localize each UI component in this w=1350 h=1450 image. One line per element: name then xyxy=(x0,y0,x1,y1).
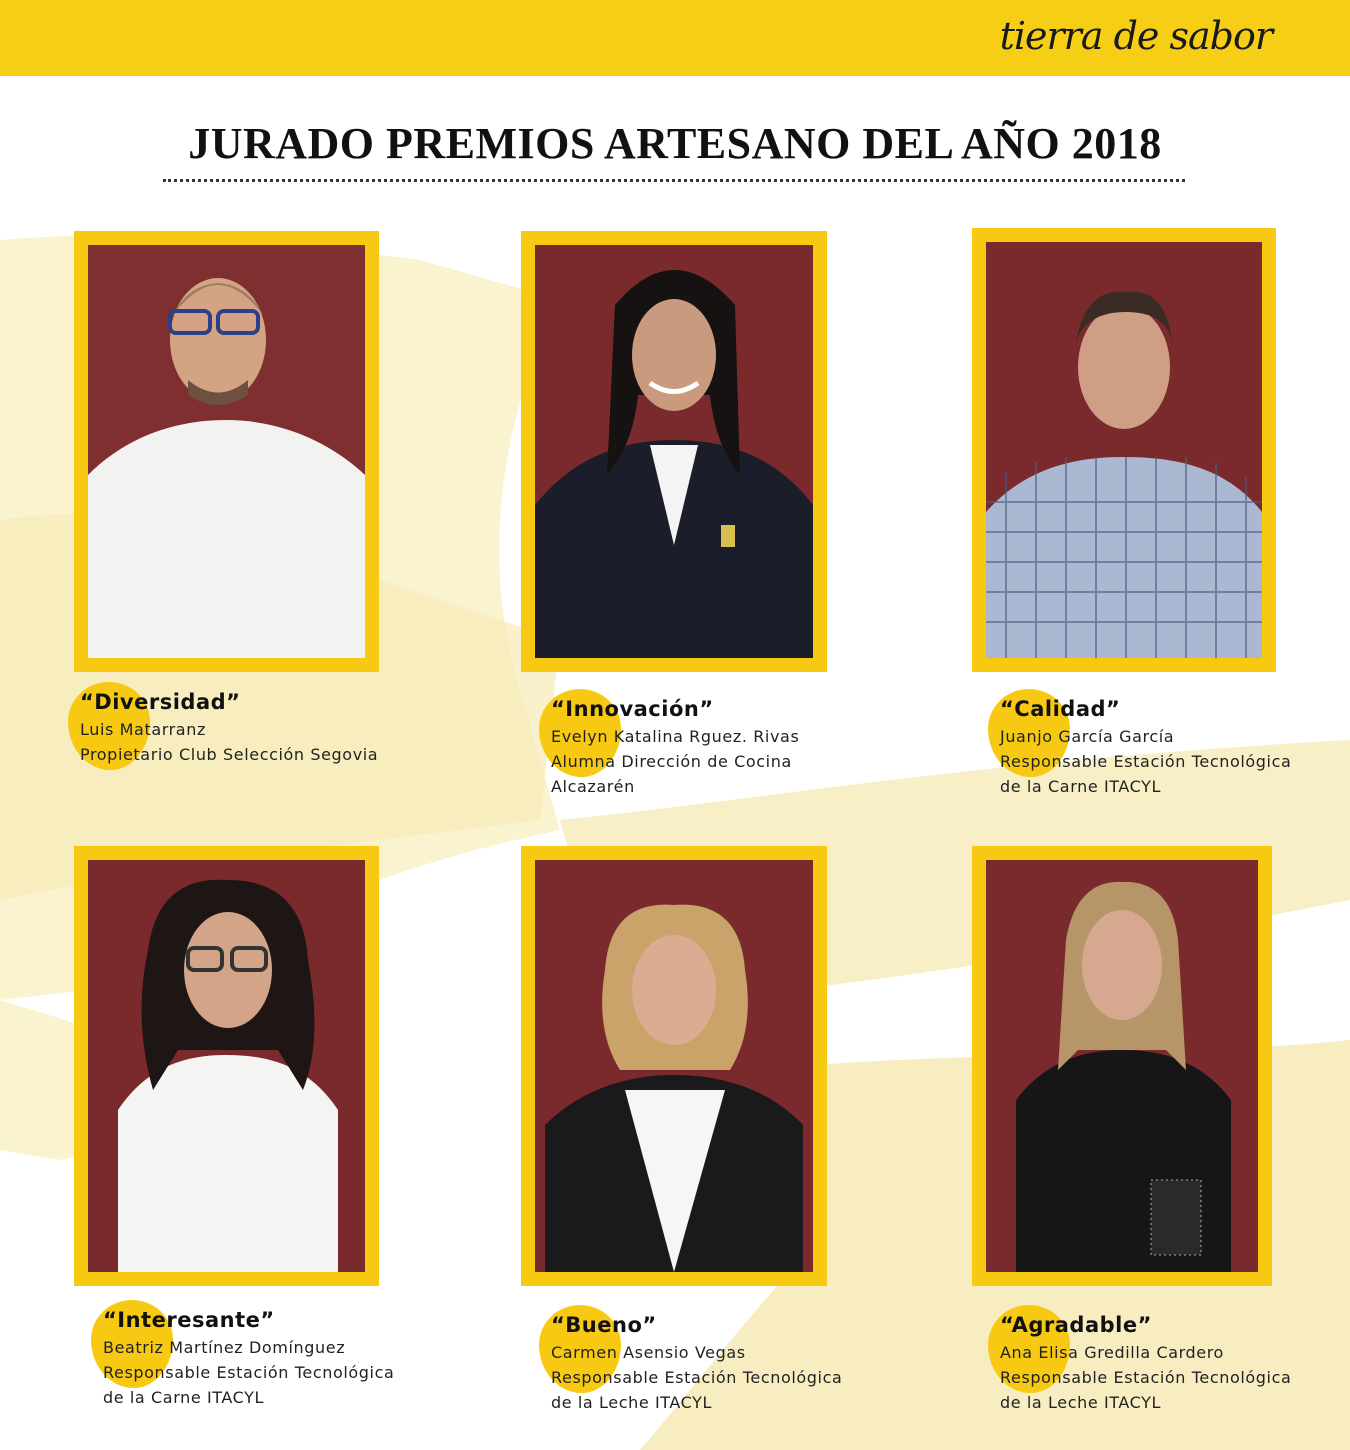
portrait-photo xyxy=(986,242,1262,658)
portrait-photo xyxy=(88,860,365,1272)
dotted-divider xyxy=(163,179,1185,182)
jury-name: Beatriz Martínez Domínguez xyxy=(103,1338,346,1357)
jury-role-line: Responsable Estación Tecnológica xyxy=(551,1368,843,1387)
jury-role-line: Responsable Estación Tecnológica xyxy=(1000,752,1292,771)
jury-caption xyxy=(103,1308,433,1410)
jury-quote: “Innovación” xyxy=(551,697,714,721)
jury-caption xyxy=(551,697,881,799)
jury-name: Evelyn Katalina Rguez. Rivas xyxy=(551,727,800,746)
jury-name: Carmen Asensio Vegas xyxy=(551,1343,746,1362)
jury-photo-frame xyxy=(521,846,827,1286)
page-title: JURADO PREMIOS ARTESANO DEL AÑO 2018 xyxy=(188,119,1162,168)
jury-quote: “Bueno” xyxy=(551,1313,657,1337)
jury-name: Juanjo García García xyxy=(1000,727,1175,746)
jury-role-line: Responsable Estación Tecnológica xyxy=(1000,1368,1292,1387)
portrait-photo xyxy=(986,860,1258,1272)
jury-caption xyxy=(551,1313,881,1415)
jury-role-line: de la Leche ITACYL xyxy=(551,1393,713,1412)
portrait-photo xyxy=(535,860,813,1272)
jury-role-line: de la Leche ITACYL xyxy=(1000,1393,1162,1412)
jury-name: Ana Elisa Gredilla Cardero xyxy=(1000,1343,1224,1362)
jury-photo-frame xyxy=(972,228,1276,672)
jury-role-line: de la Carne ITACYL xyxy=(1000,777,1162,796)
jury-quote: “Diversidad” xyxy=(80,690,241,714)
jury-caption xyxy=(1000,1313,1330,1415)
top-banner xyxy=(0,0,1350,76)
tierra-de-sabor-logo: tierra de sabor xyxy=(999,14,1272,58)
jury-photo-frame xyxy=(74,846,379,1286)
jury-quote: “Agradable” xyxy=(1000,1313,1152,1337)
jury-quote: “Calidad” xyxy=(1000,697,1121,721)
jury-role-line: de la Carne ITACYL xyxy=(103,1388,265,1407)
jury-photo-frame xyxy=(972,846,1272,1286)
jury-name: Luis Matarranz xyxy=(80,720,206,739)
jury-photo-frame xyxy=(521,231,827,672)
jury-caption xyxy=(1000,697,1330,799)
jury-role-line: Propietario Club Selección Segovia xyxy=(80,745,379,764)
jury-role-line: Alumna Dirección de Cocina xyxy=(551,752,792,771)
jury-role-line: Responsable Estación Tecnológica xyxy=(103,1363,395,1382)
portrait-photo xyxy=(535,245,813,658)
jury-caption xyxy=(80,690,410,767)
jury-photo-frame xyxy=(74,231,379,672)
jury-role-line: Alcazarén xyxy=(551,777,635,796)
portrait-photo xyxy=(88,245,365,658)
jury-quote: “Interesante” xyxy=(103,1308,275,1332)
